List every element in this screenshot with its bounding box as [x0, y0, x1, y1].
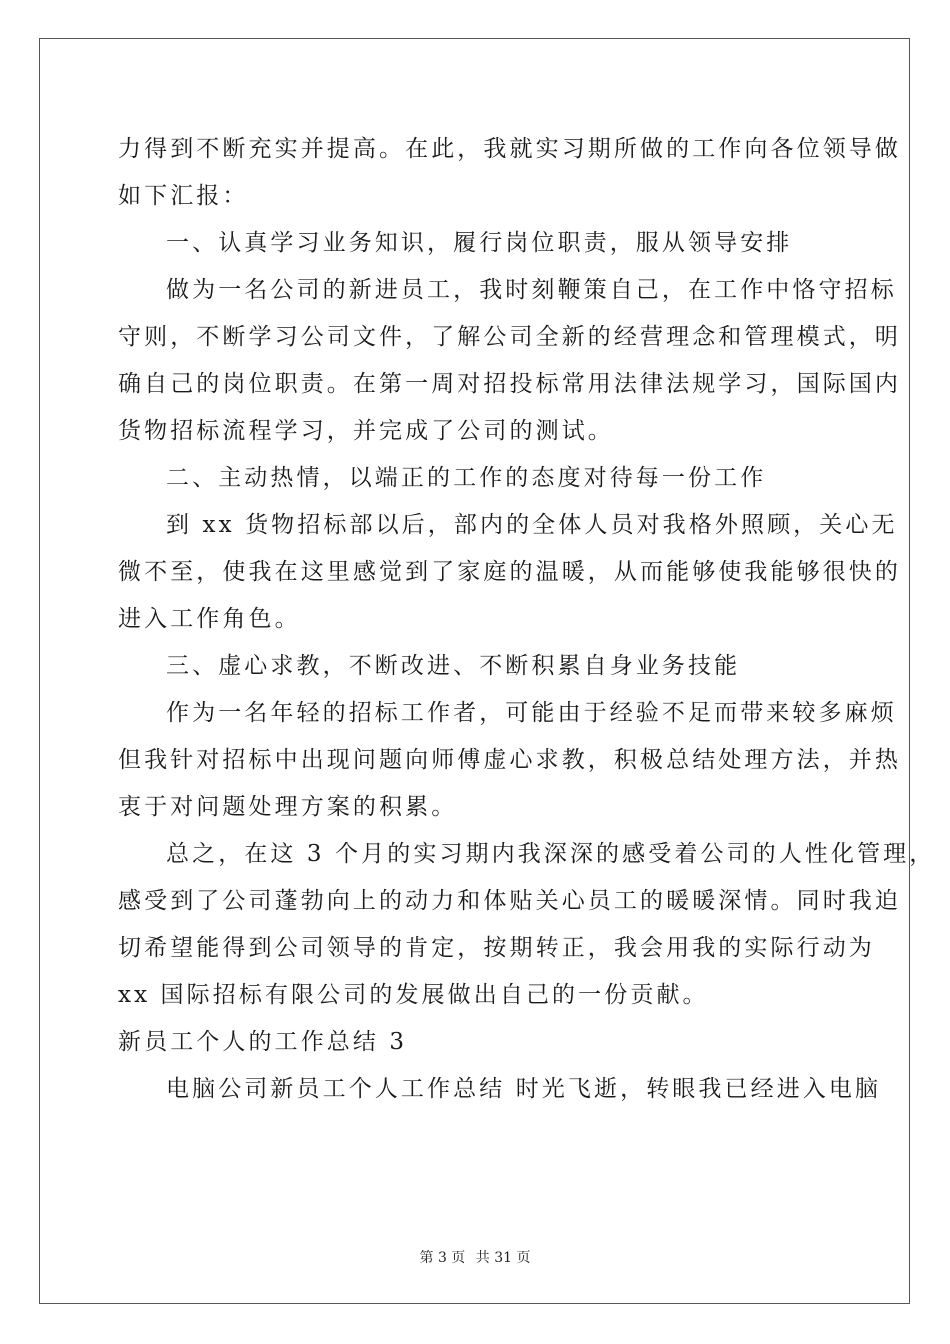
page-number: 第 3 页: [419, 1250, 466, 1266]
section-heading: 一、认真学习业务知识，履行岗位职责，服从领导安排: [166, 230, 793, 256]
text-line: 货物招标流程学习，并完成了公司的测试。: [118, 418, 614, 444]
total-pages: 共 31 页: [475, 1250, 531, 1266]
text-line: 到 xx 货物招标部以后，部内的全体人员对我格外照顾，关心无: [166, 512, 898, 538]
text-line: 切希望能得到公司领导的肯定，按期转正，我会用我的实际行动为: [118, 935, 875, 961]
document-body: [118, 126, 936, 1113]
text-line: 确自己的岗位职责。在第一周对招投标常用法律法规学习，国际国内: [118, 371, 901, 397]
text-line: 守则，不断学习公司文件，了解公司全新的经营理念和管理模式，明: [118, 324, 901, 350]
document-title: 新员工个人的工作总结 3: [118, 1029, 408, 1055]
text-line: 微不至，使我在这里感觉到了家庭的温暖，从而能够使我能够很快的: [118, 559, 901, 585]
text-line: xx 国际招标有限公司的发展做出自己的一份贡献。: [118, 982, 709, 1008]
text-line: 总之，在这 3 个月的实习期内我深深的感受着公司的人性化管理，: [166, 841, 936, 867]
text-line: 衷于对问题处理方案的积累。: [118, 794, 458, 820]
text-line: 但我针对招标中出现问题向师傅虚心求教，积极总结处理方法，并热: [118, 747, 901, 773]
text-line: 感受到了公司蓬勃向上的动力和体贴关心员工的暖暖深情。同时我迫: [118, 888, 901, 914]
page-footer: [0, 1247, 950, 1267]
section-heading: 二、主动热情，以端正的工作的态度对待每一份工作: [166, 465, 767, 491]
text-line: 如下汇报：: [118, 183, 249, 209]
text-line: 进入工作角色。: [118, 606, 301, 632]
text-line: 电脑公司新员工个人工作总结 时光飞逝，转眼我已经进入电脑: [166, 1076, 882, 1102]
text-line: 力得到不断充实并提高。在此，我就实习期所做的工作向各位领导做: [118, 136, 901, 162]
text-line: 作为一名年轻的招标工作者，可能由于经验不足而带来较多麻烦: [166, 700, 897, 726]
text-line: 做为一名公司的新进员工，我时刻鞭策自己，在工作中恪守招标: [166, 277, 897, 303]
section-heading: 三、虚心求教，不断改进、不断积累自身业务技能: [166, 653, 741, 679]
